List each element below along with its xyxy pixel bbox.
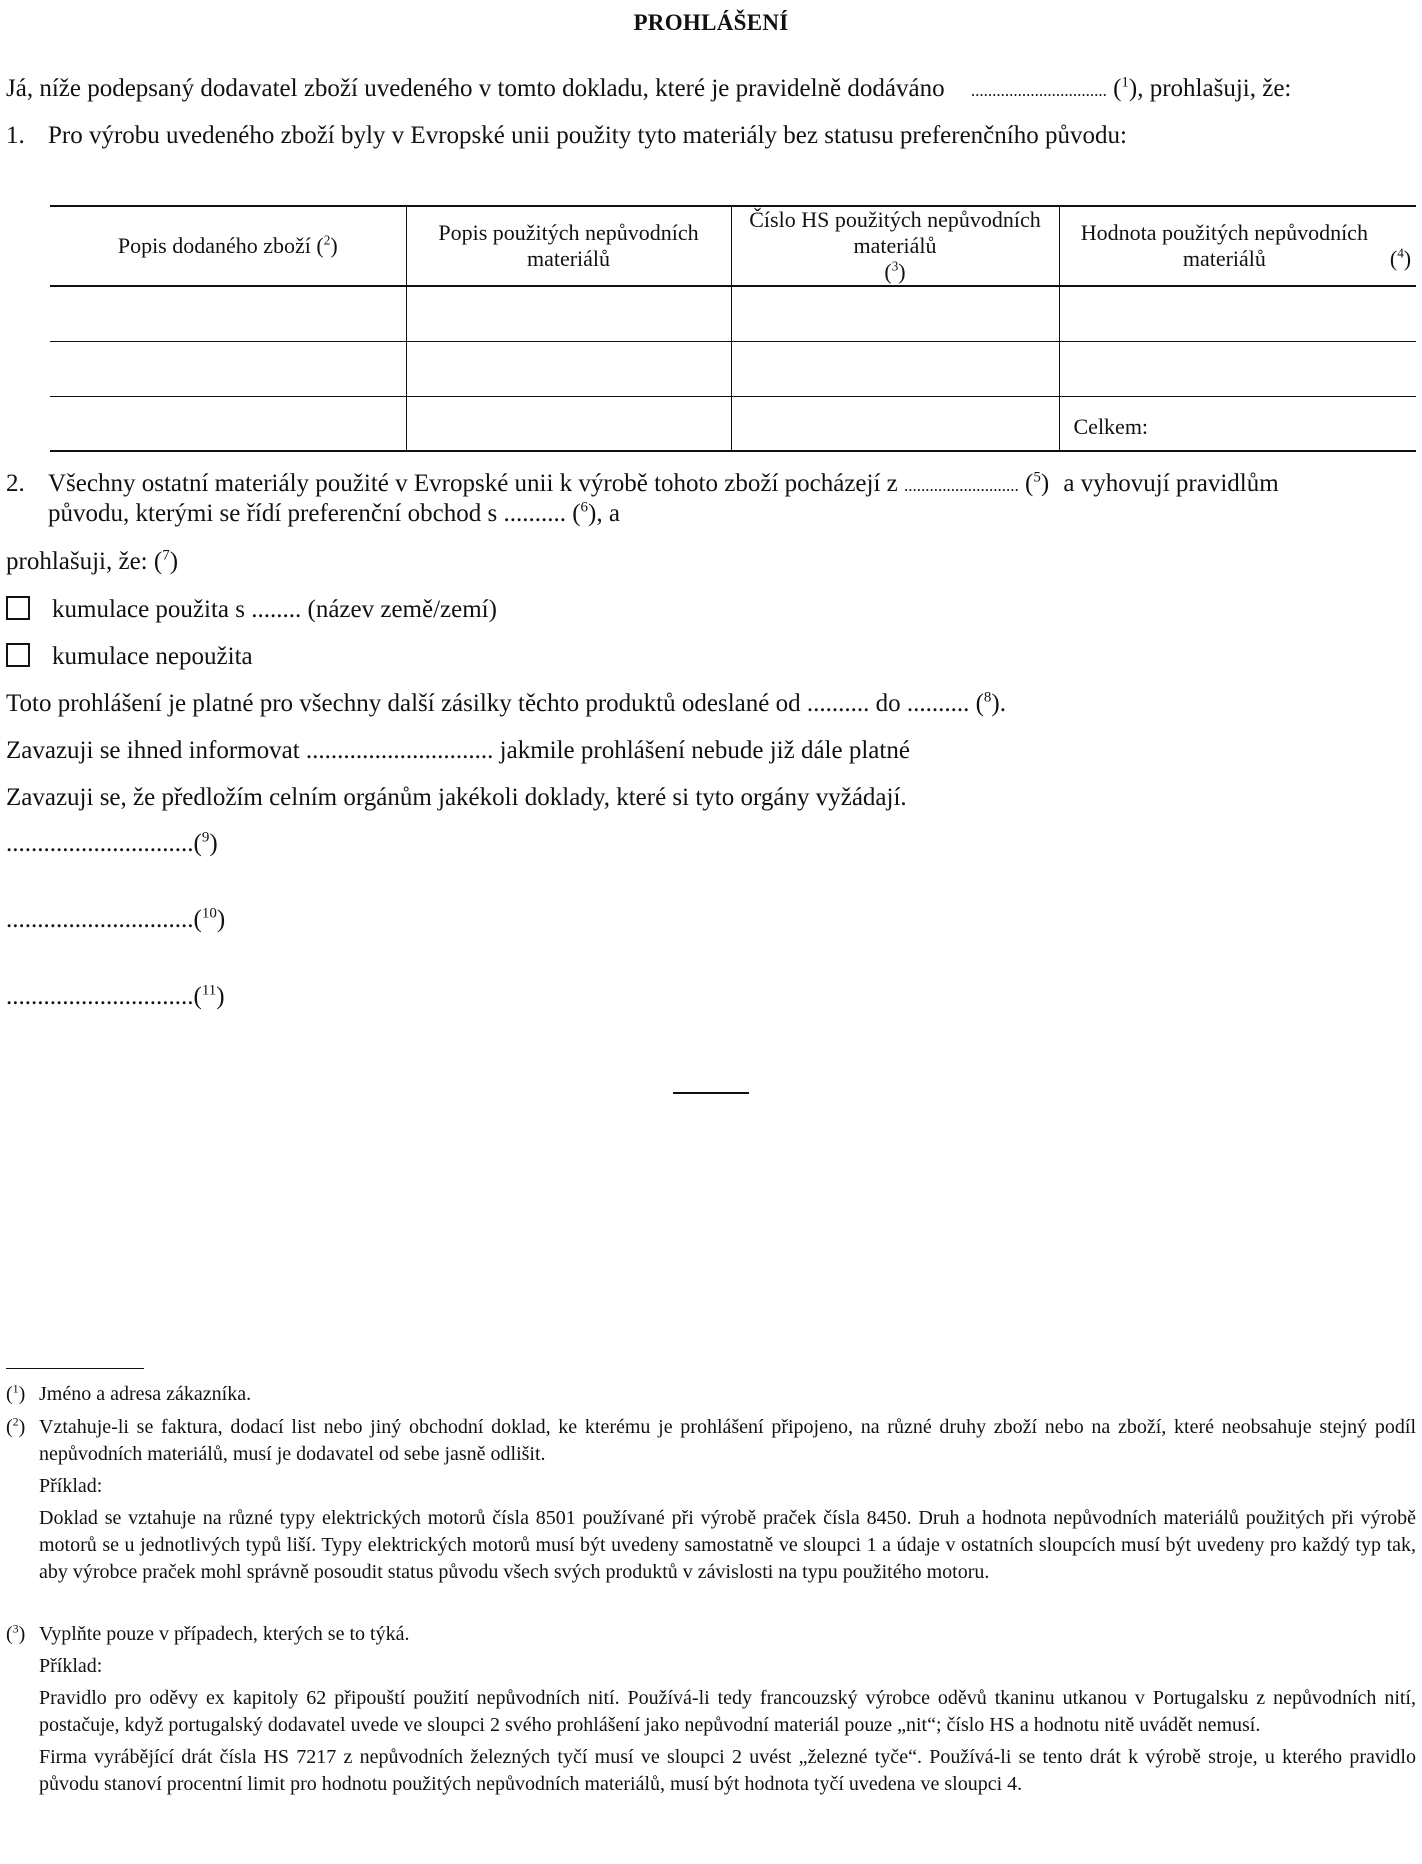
materials-table — [50, 205, 1416, 452]
cumulation-used-checkbox[interactable] — [6, 596, 30, 620]
validity-text: Toto prohlášení je platné pro všechny další zásilky těchto produktů odeslané od — [6, 690, 801, 717]
validity-line: Toto prohlášení je platné pro všechny další zásilky těchto produktů odeslané od .......... do .......... ($^8$). — [6, 689, 1006, 717]
item-2-dots1: ........................... — [904, 476, 1019, 495]
footnote-2-example: Doklad se vztahuje na různé typy elektrických motorů čísla 8501 používané při výrobě praček čísla 8450. Druh a hodnota nepůvodních materiálů použitých při výrobě motorů se u jednotlivých typů liší. Typy elektrických motorů musí být uvedeny samostatně ve sloupci 1 a údaje v ostatních sloupcích musí být uvedeny pro každý typ tak, aby výrobce praček mohl správně posoudit status původu všech svých produktů v závislosti na typu použitého motoru. — [39, 1507, 1416, 1583]
total-label: Celkem: — [1073, 414, 1149, 439]
item-1-number: 1. — [6, 122, 25, 149]
table-cell[interactable] — [50, 396, 406, 451]
commit-inform-line — [6, 737, 910, 765]
footnote-3-example-label: Příklad: — [39, 1655, 103, 1677]
footnote-3: ($^3$) Vyplňte pouze v případech, kterých se to týká. Příklad: Pravidlo pro oděvy ex kapitoly 62 připouští použití nepůvodních nití. Používá-li tedy francouzský výrobce oděvů tkaninu utkanou v Portugalsku z nepůvodních nití, postačuje, když portugalský dodavatel uvede ve sloupci 2 svého prohlášení jako nepůvodní materiál pouze „nit“; číslo HS a hodnotu nitě uvádět nemusí. Firma vyrábějící drát čísla HS 7217 z nepůvodních železných tyčí musí ve sloupci 2 uvést „železné tyče“. Používá-li se tento drát k výrobě stroje, u kterého pravidlo původu stanoví procentní limit pro hodnotu použitých nepůvodních materiálů, musí být hodnota tyčí uvedena ve sloupci 4. — [0, 1621, 1416, 1798]
item-2-dots2: .......... — [503, 500, 566, 527]
table-cell[interactable] — [731, 396, 1059, 451]
signature-line-11: ..............................($^{11}$) — [6, 982, 225, 1010]
header-materials-description: Popis použitých nepůvodních materiálů — [406, 206, 731, 286]
footnote-2: ($^2$) Vztahuje-li se faktura, dodací list nebo jiný obchodní doklad, ke kterému je prohlášení připojeno, na různé druhy zboží nebo na zboží, které neobsahuje stejný podíl nepůvodních materiálů, musí je dodavatel od sebe jasně odlišit. Příklad: Doklad se vztahuje na různé typy elektrických motorů čísla 8501 používané při výrobě praček čísla 8450. Druh a hodnota nepůvodních materiálů použitých při výrobě motorů se u jednotlivých typů liší. Typy elektrických motorů musí být uvedeny samostatně ve sloupci 1 a údaje v ostatních sloupcích musí být uvedeny pro každý typ tak, aby výrobce praček mohl správně posoudit status původu všech svých produktů v závislosti na typu použitého motoru. — [0, 1414, 1416, 1586]
signature-line-10: ..............................($^{10}$) — [6, 905, 226, 933]
intro-ref: 1 — [1121, 74, 1129, 91]
declare-ref: 7 — [162, 547, 170, 564]
intro-dots: ................................ — [970, 81, 1107, 100]
table-cell[interactable] — [731, 286, 1059, 341]
header-goods-description: Popis dodaného zboží ($^2$) — [117, 232, 338, 258]
table-cell[interactable] — [406, 396, 731, 451]
footnote-separator — [6, 1368, 144, 1369]
table-cell[interactable] — [50, 286, 406, 341]
intro-line: Já, níže podepsaný dodavatel zboží uvedeného v tomto dokladu, které je pravidelně dodáváno ................................ ($^1$), prohlašuji, že: — [6, 74, 1292, 102]
item-2-line2: původu, kterými se řídí preferenční obchod s .......... ($^6$), a — [48, 499, 620, 527]
commit-1-end: jakmile prohlášení nebude již dále platné — [499, 737, 910, 764]
table-cell[interactable] — [406, 286, 731, 341]
item-2-text: Všechny ostatní materiály použité v Evropské unii k výrobě tohoto zboží pocházejí z — [48, 470, 898, 497]
intro-text: Já, níže podepsaný dodavatel zboží uvedeného v tomto dokladu, které je pravidelně dodáváno — [6, 75, 945, 102]
declare-line: prohlašuji, že: ($^7$) — [6, 547, 179, 575]
declare-text: prohlašuji, že: — [6, 548, 148, 575]
table-row — [50, 286, 1416, 341]
item-1-text: Pro výrobu uvedeného zboží byly v Evropské unii použity tyto materiály bez statusu preferenčního původu: — [48, 122, 1127, 149]
option-cumulation-used — [6, 596, 497, 624]
page-title: PROHLÁŠENÍ — [633, 10, 789, 35]
commit-1-text: Zavazuji se ihned informovat — [6, 737, 300, 764]
footnote-3-text: Vyplňte pouze v případech, kterých se to týká. — [39, 1623, 410, 1645]
table-cell[interactable] — [50, 341, 406, 396]
footnote-2-example-label: Příklad: — [39, 1475, 103, 1497]
footnote-3-example-1: Pravidlo pro oděvy ex kapitoly 62 připouští použití nepůvodních nití. Používá-li tedy francouzský výrobce oděvů tkaninu utkanou v Portugalsku z nepůvodních nití, postačuje, když portugalský dodavatel uvede ve sloupci 2 svého prohlášení jako nepůvodní materiál pouze „nit“; číslo HS a hodnotu nitě uvádět nemusí. — [39, 1687, 1416, 1736]
item-2-line1-end: a vyhovují pravidlům — [1063, 470, 1279, 497]
commit-1-dots: .............................. — [305, 737, 494, 764]
option-cumulation-not-used — [6, 643, 253, 671]
item-2-text2: původu, kterými se řídí preferenční obchod s — [48, 500, 498, 527]
table-cell[interactable] — [406, 341, 731, 396]
footnote-1-text: Jméno a adresa zákazníka. — [39, 1383, 252, 1405]
item-2-number: 2. — [6, 470, 25, 497]
footnote-3-example-2: Firma vyrábějící drát čísla HS 7217 z nepůvodních železných tyčí musí ve sloupci 2 uvést „železné tyče“. Používá-li se tento drát k výrobě stroje, u kterého pravidlo původu stanoví procentní limit pro hodnotu použitých nepůvodních materiálů, musí být hodnota tyčí uvedena ve sloupci 4. — [39, 1746, 1416, 1795]
option-1-dots: ........ — [251, 596, 302, 623]
table-cell[interactable] — [731, 341, 1059, 396]
validity-ref: 8 — [983, 689, 992, 706]
table-header-row — [50, 206, 1416, 286]
footnote-2-text: Vztahuje-li se faktura, dodací list nebo jiný obchodní doklad, ke kterému je prohlášení připojeno, na různé druhy zboží nebo na zboží, které neobsahuje stejný podíl nepůvodních materiálů, musí je dodavatel od sebe jasně odlišit. — [39, 1416, 1416, 1465]
validity-dots-to: .......... — [906, 690, 970, 717]
option-1-text: kumulace použita s — [52, 596, 245, 623]
item-2-ref1: 5 — [1033, 469, 1041, 486]
item-2-line1: 2. Všechny ostatní materiály použité v Evropské unii k výrobě tohoto zboží pocházejí z ........................... ($^5$) a vyhovují pravidlům — [6, 469, 1279, 497]
table-row — [50, 396, 1416, 451]
option-1-suffix: (název země/zemí) — [307, 596, 497, 623]
total-cell[interactable] — [1059, 396, 1416, 451]
validity-dots-from: .......... — [806, 690, 870, 717]
item-2-line2-end: , a — [596, 500, 620, 527]
item-1 — [6, 122, 1127, 150]
item-2-ref2: 6 — [580, 499, 589, 516]
header-materials-value: Hodnota použitých nepůvodních materiálů ($^4$) — [1059, 206, 1416, 286]
commit-documents-line — [6, 784, 907, 812]
signature-line-9: ..............................($^9$) — [6, 829, 218, 857]
table-row — [50, 341, 1416, 396]
header-hs-code: Číslo HS použitých nepůvodních materiálů ($^3$) — [731, 206, 1059, 286]
table-cell[interactable] — [1059, 286, 1416, 341]
signature-dots: .............................. — [6, 906, 194, 933]
cumulation-not-used-checkbox[interactable] — [6, 643, 30, 667]
intro-suffix: , prohlašuji, že: — [1137, 75, 1292, 102]
section-divider — [673, 1092, 749, 1094]
validity-mid: do — [875, 690, 901, 717]
table-cell[interactable] — [1059, 341, 1416, 396]
commit-2-text: Zavazuji se, že předložím celním orgánům jakékoli doklady, které si tyto orgány vyžádají. — [6, 784, 907, 811]
footnote-1: ($^1$) Jméno a adresa zákazníka. — [0, 1381, 1416, 1408]
option-2-text: kumulace nepoužita — [52, 643, 253, 670]
signature-dots: .............................. — [6, 830, 194, 857]
signature-dots: .............................. — [6, 983, 194, 1010]
